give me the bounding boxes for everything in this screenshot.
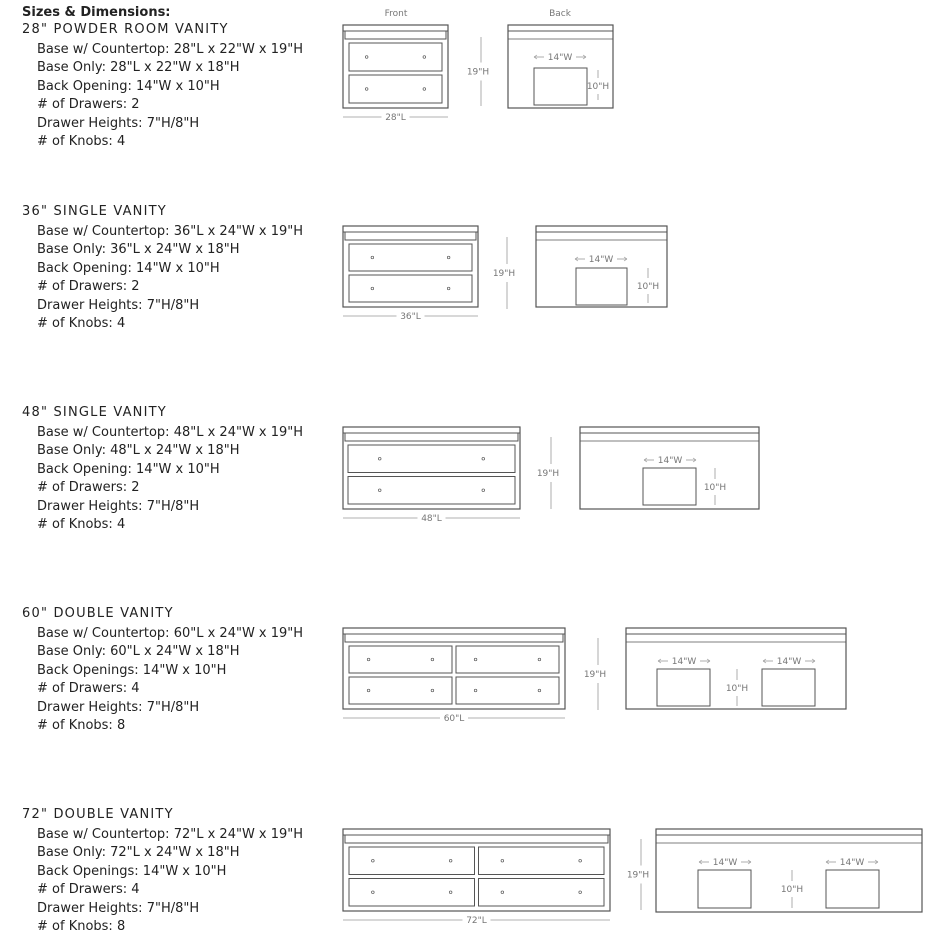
back-opening bbox=[576, 268, 627, 305]
product-72-double bbox=[22, 807, 332, 936]
countertop-lower-band bbox=[345, 232, 476, 240]
length-label: 72"L bbox=[466, 916, 487, 926]
drawer-knob bbox=[378, 489, 381, 492]
spec-line: Back Openings: 14"W x 10"H bbox=[37, 863, 227, 879]
drawer-knob bbox=[371, 287, 374, 290]
opening-width-label: 14"W bbox=[547, 53, 573, 63]
back-opening bbox=[762, 669, 815, 706]
page-heading: Sizes & Dimensions: bbox=[22, 5, 171, 20]
opening-width-label: 14"W bbox=[712, 858, 738, 868]
front-outline bbox=[343, 829, 610, 911]
opening-width-label: 14"W bbox=[839, 858, 865, 868]
drawer-front bbox=[456, 677, 559, 704]
spec-line: Base Only: 36"L x 24"W x 18"H bbox=[37, 242, 240, 258]
drawer-knob bbox=[447, 256, 450, 259]
opening-height-label: 10"H bbox=[780, 885, 804, 895]
arrow-head bbox=[763, 659, 766, 663]
spec-line: Drawer Heights: 7"H/8"H bbox=[37, 900, 200, 916]
drawer-front bbox=[456, 646, 559, 673]
spec-line: # of Drawers: 4 bbox=[37, 882, 140, 898]
countertop-top-band bbox=[343, 829, 610, 835]
opening-width-label: 14"W bbox=[776, 657, 802, 667]
countertop-top-band bbox=[343, 226, 478, 232]
countertop-top-band bbox=[343, 427, 520, 433]
drawer-knob bbox=[367, 658, 370, 661]
vanity-drawing-4 bbox=[343, 829, 922, 926]
back-outline bbox=[508, 25, 613, 108]
countertop-top-band bbox=[343, 25, 448, 31]
drawer-knob bbox=[538, 689, 541, 692]
spec-line: # of Drawers: 2 bbox=[37, 279, 140, 295]
drawer-knob bbox=[372, 859, 375, 862]
vanity-drawing-3 bbox=[343, 628, 846, 724]
spec-line: # of Knobs: 4 bbox=[37, 134, 126, 150]
length-label: 36"L bbox=[400, 312, 421, 322]
product-title: 28" POWDER ROOM VANITY bbox=[22, 22, 229, 37]
drawer-knob bbox=[449, 859, 452, 862]
drawer-knob bbox=[365, 88, 368, 91]
arrow-head bbox=[812, 659, 815, 663]
back-opening bbox=[657, 669, 710, 706]
opening-height-label: 10"H bbox=[586, 82, 610, 92]
spec-line: Drawer Heights: 7"H/8"H bbox=[37, 699, 200, 715]
drawer-front bbox=[348, 445, 515, 473]
back-countertop-band bbox=[508, 25, 613, 31]
arrow-head bbox=[707, 659, 710, 663]
drawer-knob bbox=[423, 56, 426, 59]
spec-line: # of Knobs: 8 bbox=[37, 718, 126, 734]
drawer-knob bbox=[579, 891, 582, 894]
front-outline bbox=[343, 427, 520, 509]
back-view-label: Back bbox=[549, 9, 571, 19]
product-title: 36" SINGLE VANITY bbox=[22, 204, 167, 219]
drawer-knob bbox=[423, 88, 426, 91]
arrow-head bbox=[534, 55, 537, 59]
spec-line: # of Drawers: 2 bbox=[37, 480, 140, 496]
countertop-lower-band bbox=[345, 31, 446, 39]
back-outline bbox=[626, 628, 846, 709]
back-opening bbox=[534, 68, 587, 105]
back-opening bbox=[643, 468, 696, 505]
drawer-knob bbox=[579, 859, 582, 862]
spec-line: Back Opening: 14"W x 10"H bbox=[37, 260, 220, 276]
drawer-knob bbox=[474, 689, 477, 692]
drawer-knob bbox=[372, 891, 375, 894]
drawer-knob bbox=[501, 891, 504, 894]
product-title: 48" SINGLE VANITY bbox=[22, 405, 167, 420]
drawer-knob bbox=[538, 658, 541, 661]
vanity-drawing-1 bbox=[343, 226, 667, 322]
drawer-knob bbox=[449, 891, 452, 894]
front-outline bbox=[343, 226, 478, 307]
back-countertop-band bbox=[626, 628, 846, 634]
back-outline bbox=[580, 427, 759, 509]
drawer-front bbox=[349, 275, 472, 302]
countertop-top-band bbox=[343, 628, 565, 634]
height-label: 19"H bbox=[492, 269, 516, 279]
spec-line: Base w/ Countertop: 28"L x 22"W x 19"H bbox=[37, 42, 304, 57]
arrow-head bbox=[748, 860, 751, 864]
spec-line: Base w/ Countertop: 48"L x 24"W x 19"H bbox=[37, 425, 304, 440]
length-label: 28"L bbox=[385, 113, 406, 123]
drawer-knob bbox=[378, 457, 381, 460]
spec-line: Back Opening: 14"W x 10"H bbox=[37, 461, 220, 477]
arrow-head bbox=[575, 257, 578, 261]
product-48-single bbox=[22, 405, 332, 534]
vanity-drawing-2 bbox=[343, 427, 759, 524]
spec-line: Drawer Heights: 7"H/8"H bbox=[37, 297, 200, 313]
product-28-powder-room bbox=[22, 22, 332, 151]
drawer-front bbox=[348, 477, 515, 505]
spec-line: Base Only: 28"L x 22"W x 18"H bbox=[37, 60, 240, 76]
opening-width-label: 14"W bbox=[588, 255, 614, 265]
spec-line: Base Only: 48"L x 24"W x 18"H bbox=[37, 443, 240, 459]
drawer-front bbox=[349, 43, 442, 71]
arrow-head bbox=[583, 55, 586, 59]
drawer-front bbox=[349, 677, 452, 704]
arrow-head bbox=[693, 458, 696, 462]
countertop-lower-band bbox=[345, 433, 518, 441]
drawer-front bbox=[349, 879, 475, 907]
back-countertop-band bbox=[580, 427, 759, 433]
spec-line: Back Opening: 14"W x 10"H bbox=[37, 78, 220, 94]
arrow-head bbox=[826, 860, 829, 864]
back-outline bbox=[536, 226, 667, 307]
spec-line: Back Openings: 14"W x 10"H bbox=[37, 662, 227, 678]
drawer-front bbox=[349, 75, 442, 103]
drawer-knob bbox=[474, 658, 477, 661]
drawer-front bbox=[479, 847, 605, 875]
drawer-knob bbox=[431, 689, 434, 692]
spec-line: Base w/ Countertop: 72"L x 24"W x 19"H bbox=[37, 827, 304, 842]
back-countertop-band bbox=[536, 226, 667, 232]
front-outline bbox=[343, 25, 448, 108]
length-label: 48"L bbox=[421, 514, 442, 524]
vanity-drawing-0 bbox=[343, 25, 613, 123]
opening-height-label: 10"H bbox=[636, 282, 660, 292]
spec-line: # of Knobs: 8 bbox=[37, 919, 126, 935]
back-outline bbox=[656, 829, 922, 912]
height-label: 19"H bbox=[583, 670, 607, 680]
drawer-knob bbox=[365, 56, 368, 59]
drawer-front bbox=[479, 879, 605, 907]
opening-width-label: 14"W bbox=[657, 456, 683, 466]
countertop-lower-band bbox=[345, 634, 563, 642]
arrow-head bbox=[644, 458, 647, 462]
drawer-front bbox=[349, 847, 475, 875]
front-outline bbox=[343, 628, 565, 709]
spec-line: Base w/ Countertop: 60"L x 24"W x 19"H bbox=[37, 626, 304, 641]
spec-line: # of Knobs: 4 bbox=[37, 316, 126, 332]
arrow-head bbox=[699, 860, 702, 864]
drawer-knob bbox=[371, 256, 374, 259]
product-title: 72" DOUBLE VANITY bbox=[22, 807, 174, 822]
arrow-head bbox=[658, 659, 661, 663]
height-label: 19"H bbox=[626, 870, 650, 881]
drawer-knob bbox=[431, 658, 434, 661]
opening-height-label: 10"H bbox=[703, 483, 727, 493]
product-title: 60" DOUBLE VANITY bbox=[22, 606, 174, 621]
arrow-head bbox=[875, 860, 878, 864]
back-countertop-band bbox=[656, 829, 922, 835]
drawer-knob bbox=[482, 457, 485, 460]
arrow-head bbox=[624, 257, 627, 261]
drawer-front bbox=[349, 244, 472, 271]
product-36-single bbox=[22, 204, 332, 333]
drawer-knob bbox=[367, 689, 370, 692]
drawer-knob bbox=[482, 489, 485, 492]
spec-line: Base Only: 60"L x 24"W x 18"H bbox=[37, 644, 240, 660]
drawer-front bbox=[349, 646, 452, 673]
spec-line: # of Drawers: 2 bbox=[37, 97, 140, 113]
front-view-label: Front bbox=[384, 9, 408, 19]
countertop-lower-band bbox=[345, 835, 608, 843]
height-label: 19"H bbox=[536, 469, 560, 479]
height-label: 19"H bbox=[466, 67, 490, 78]
spec-line: Base Only: 72"L x 24"W x 18"H bbox=[37, 845, 240, 861]
drawer-knob bbox=[447, 287, 450, 290]
drawer-knob bbox=[501, 859, 504, 862]
spec-line: # of Drawers: 4 bbox=[37, 681, 140, 697]
spec-line: Drawer Heights: 7"H/8"H bbox=[37, 115, 200, 131]
length-label: 60"L bbox=[443, 714, 465, 724]
opening-height-label: 10"H bbox=[725, 684, 749, 694]
spec-line: # of Knobs: 4 bbox=[37, 517, 126, 533]
product-60-double bbox=[22, 606, 332, 735]
opening-width-label: 14"W bbox=[671, 657, 697, 667]
spec-line: Drawer Heights: 7"H/8"H bbox=[37, 498, 200, 514]
spec-line: Base w/ Countertop: 36"L x 24"W x 19"H bbox=[37, 224, 304, 239]
back-opening bbox=[826, 870, 879, 908]
back-opening bbox=[698, 870, 751, 908]
